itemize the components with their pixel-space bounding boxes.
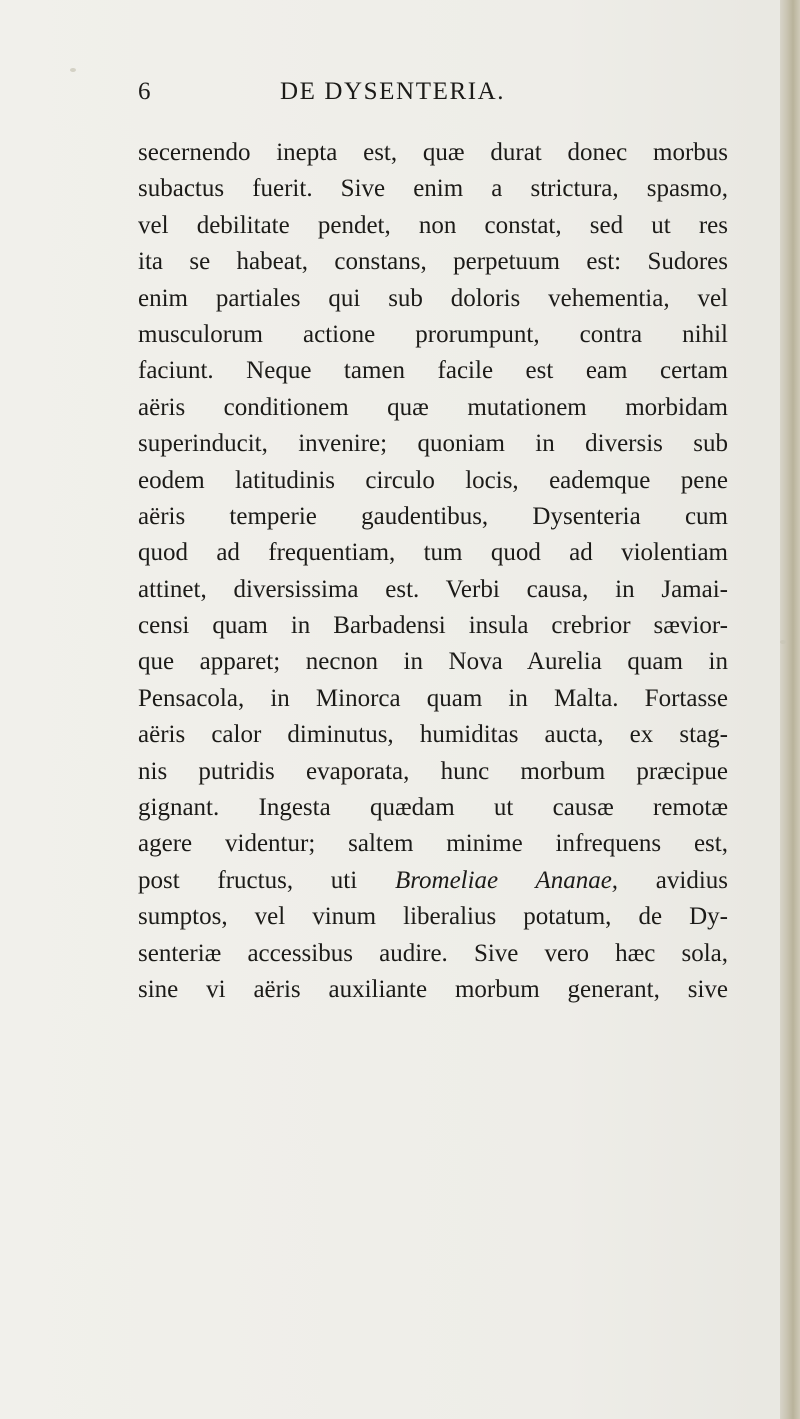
text-line: secernendo inepta est, quæ durat donec morbus	[138, 139, 728, 166]
page-number: 6	[138, 78, 151, 105]
text-segment: post fructus, uti	[138, 866, 395, 894]
text-line: senteriæ accessibus audire. Sive vero hæc sola,	[138, 939, 728, 967]
text-line: enim partiales qui sub doloris vehementia, vel	[138, 284, 728, 312]
paper-spot	[780, 640, 786, 644]
running-title: DE DYSENTERIA.	[280, 78, 506, 105]
text-line: attinet, diversissima est. Verbi causa, in Jamai-	[138, 575, 728, 603]
text-line: faciunt. Neque tamen facile est eam certam	[138, 357, 728, 385]
paper-spot	[70, 68, 76, 72]
text-line-with-italic	[138, 863, 728, 899]
text-line: sine vi aëris auxiliante morbum generant, sive	[138, 975, 728, 1003]
text-line: aëris temperie gaudentibus, Dysenteria cum	[138, 502, 728, 530]
text-line: eodem latitudinis circulo locis, eademque pene	[138, 466, 728, 494]
text-line: sumptos, vel vinum liberalius potatum, de Dy-	[138, 903, 728, 931]
text-line: musculorum actione prorumpunt, contra nihil	[138, 320, 728, 348]
page-header	[138, 78, 728, 118]
text-line: superinducit, invenire; quoniam in diversis sub	[138, 430, 728, 458]
text-line: que apparet; necnon in Nova Aurelia quam in	[138, 648, 728, 676]
text-line: ita se habeat, constans, perpetuum est: Sudores	[138, 248, 728, 276]
body-text	[138, 135, 728, 1008]
text-line: vel debilitate pendet, non constat, sed ut res	[138, 211, 728, 239]
page-edge	[780, 0, 800, 1419]
text-line: Pensacola, in Minorca quam in Malta. Fortasse	[138, 684, 728, 712]
text-line: aëris calor diminutus, humiditas aucta, ex stag-	[138, 721, 728, 749]
text-line: agere videntur; saltem minime infrequens est,	[138, 830, 728, 858]
text-line: censi quam in Barbadensi insula crebrior sævior-	[138, 612, 728, 640]
text-line: quod ad frequentiam, tum quod ad violentiam	[138, 539, 728, 567]
text-line: subactus fuerit. Sive enim a strictura, spasmo,	[138, 175, 728, 203]
text-line: nis putridis evaporata, hunc morbum præcipue	[138, 757, 728, 785]
text-line: aëris conditionem quæ mutationem morbidam	[138, 393, 728, 421]
text-segment: avidius	[618, 866, 728, 894]
italic-species-name: Bromeliae Ananae,	[394, 866, 619, 894]
text-line: gignant. Ingesta quædam ut causæ remotæ	[138, 794, 728, 822]
